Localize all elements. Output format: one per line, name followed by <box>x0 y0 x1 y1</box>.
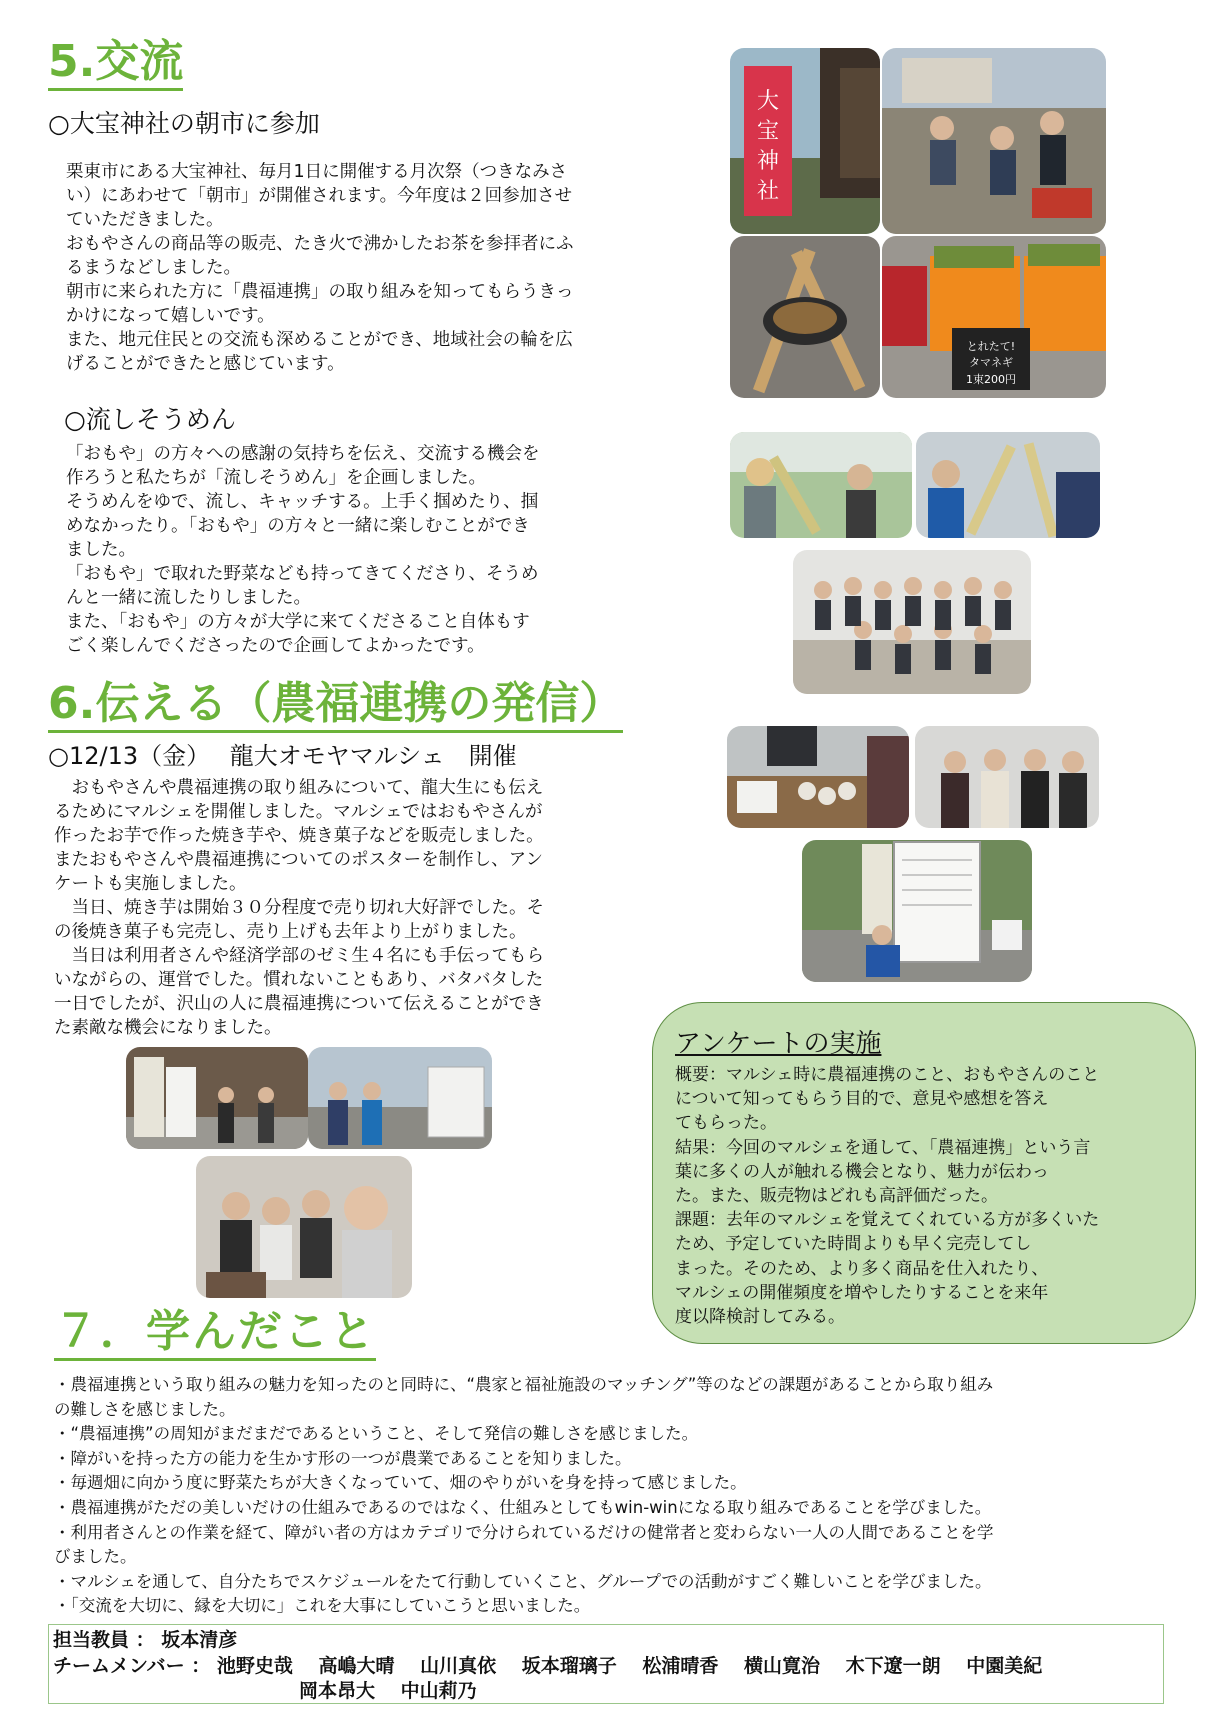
survey-line: た。また、販売物はどれも高評価だった。 <box>675 1186 998 1207</box>
somen-photo-1-icon <box>730 432 912 538</box>
somen-line: また、「おもや」の方々が大学に来てくださること自体もす <box>66 612 530 632</box>
survey-body <box>675 1063 1185 1329</box>
learning-line: ・利用者さんとの作業を経て、障がい者の方はカテゴリで分けられているだけの健常者と変わらない一人の人間であることを学 <box>54 1522 994 1542</box>
asaichi-line: 朝市に来られた方に「農福連携」の取り組みを知ってもらうきっ <box>66 282 574 302</box>
somen-line: 「おもや」の方々への感謝の気持ちを伝え、交流する機会を <box>66 444 540 464</box>
poster-board-photo-icon <box>802 840 1032 982</box>
marche-line: おもやさんや農福連携の取り組みについて、龍大生にも伝え <box>54 778 544 798</box>
students-selfie-photo-icon <box>196 1156 412 1298</box>
section5-title: 5.交流 <box>48 40 183 91</box>
survey-line: マルシェの開催頻度を増やしたりすることを来年 <box>675 1282 1049 1303</box>
somen-line: んと一緒に流したりしました。 <box>66 588 311 608</box>
svg-text:宝: 宝 <box>756 119 780 144</box>
survey-title: アンケートの実施 <box>675 1029 882 1059</box>
marche-line: またおもやさんや農福連携についてのポスターを制作し、アン <box>54 850 543 870</box>
survey-line: 度以降検討してみる。 <box>675 1307 845 1328</box>
vegetable-crates-photo-icon <box>882 236 1106 398</box>
staff-box <box>48 1624 1164 1704</box>
somen-line: ました。 <box>66 540 136 560</box>
marche-line: いながらの、運営でした。慣れないこともあり、バタバタした <box>54 970 544 990</box>
marche-line: 当日、焼き芋は開始３０分程度で売り切れ大好評でした。そ <box>54 898 544 918</box>
learning-line: の難しさを感じました。 <box>54 1399 236 1419</box>
campfire-photo-icon <box>730 236 880 398</box>
svg-text:とれたて!: とれたて! <box>966 340 1016 353</box>
survey-line: 概要：マルシェ時に農福連携のこと、おもやさんのこと <box>675 1065 1100 1085</box>
asaichi-line: ていただきました。 <box>66 210 224 230</box>
learning-line: ・農福連携がただの美しいだけの仕組みであるのではなく、仕組みとしてもwin-winになる取り組みであることを学びました。 <box>54 1497 992 1517</box>
survey-line: 結果：今回のマルシェを通して、「農福連携」という言 <box>675 1137 1091 1158</box>
marche-visitors-photo-icon <box>915 726 1099 828</box>
survey-box <box>652 1002 1196 1344</box>
asaichi-line: げることができたと感じています。 <box>66 354 345 374</box>
asaichi-heading: ○大宝神社の朝市に参加 <box>48 109 320 138</box>
survey-line: について知ってもらう目的で、意見や感想を答え <box>675 1089 1049 1110</box>
marche-line: 当日は利用者さんや経済学部のゼミ生４名にも手伝ってもら <box>54 946 544 966</box>
asaichi-line: かけになって嬉しいです。 <box>66 306 275 326</box>
somen-heading: ○流しそうめん <box>64 405 236 434</box>
svg-text:タマネギ: タマネギ <box>969 356 1013 369</box>
marche-table-photo-icon <box>727 726 909 828</box>
asaichi-line: い）にあわせて「朝市」が開催されます。今年度は２回参加させ <box>66 186 573 206</box>
marche-line: るためにマルシェを開催しました。マルシェではおもやさんが <box>54 802 543 822</box>
somen-line: 作ろうと私たちが「流しそうめん」を企画しました。 <box>66 468 486 488</box>
learning-line: ・マルシェを通して、自分たちでスケジュールをたて行動していくこと、グループでの活動がすごく難しいことを学びました。 <box>54 1571 992 1591</box>
learning-line: ・毎週畑に向かう度に野菜たちが大きくなっていて、畑のやりがいを身を持って感じました。 <box>54 1473 747 1493</box>
learning-line: ・農福連携という取り組みの魅力を知ったのと同時に、“農家と福祉施設のマッチング”等のなどの課題があることから取り組み <box>54 1375 994 1394</box>
somen-line: めなかったり。「おもや」の方々と一緒に楽しむことができ <box>66 516 530 536</box>
svg-text:社: 社 <box>756 179 780 204</box>
learning-line: ・“農福連携”の周知がまだまだであるということ、そして発信の難しさを感じました。 <box>54 1424 699 1444</box>
somen-line: ごく楽しんでくださったので企画してよかったです。 <box>66 636 485 656</box>
group-photo-icon <box>793 550 1031 694</box>
marche-heading: ○12/13（金） 龍大オモヤマルシェ 開催 <box>48 742 517 770</box>
shrine-banner-photo-icon <box>730 48 880 234</box>
survey-line: てもらった。 <box>675 1113 777 1134</box>
survey-line: 葉に多くの人が触れる機会となり、魅力が伝わっ <box>675 1161 1049 1182</box>
somen-line: 「おもや」で取れた野菜なども持ってきてくださり、そうめ <box>66 564 539 584</box>
survey-line: 課題：去年のマルシェを覚えてくれている方が多くいた <box>675 1210 1100 1231</box>
svg-text:神: 神 <box>756 149 780 174</box>
members-line-2: 岡本昂大 中山莉乃 <box>299 1680 477 1702</box>
survey-line: ため、予定していた時間よりも早く完売してし <box>675 1234 1032 1255</box>
marche-text <box>54 776 634 1040</box>
survey-line: まった。そのため、より多く商品を仕入れたり、 <box>675 1258 1049 1279</box>
marche-line: の後焼き菓子も完売し、売り上げも去年より上がりました。 <box>54 922 527 942</box>
somen-photo-2-icon <box>916 432 1100 538</box>
teacher-line: 担当教員 ： 坂本清彦 <box>53 1629 238 1651</box>
section7-title: ７．学んだこと <box>54 1310 376 1361</box>
members-line-1: チームメンバー ： 池野史哉 高嶋大晴 山川真依 坂本瑠璃子 松浦晴香 横山寛治 木下遼一朗 中園美紀 <box>53 1655 1043 1677</box>
marche-booth-photo-icon <box>126 1047 308 1149</box>
market-people-photo-icon <box>882 48 1106 234</box>
learning-list <box>54 1373 1204 1619</box>
asaichi-line: おもやさんの商品等の販売、たき火で沸かしたお茶を参拝者にふ <box>66 234 574 254</box>
section6-title: 6.伝える（農福連携の発信） <box>48 682 623 733</box>
learning-line: びました。 <box>54 1547 137 1567</box>
svg-text:大: 大 <box>756 89 780 114</box>
asaichi-line: また、地元住民との交流も深めることができ、地域社会の輪を広 <box>66 330 573 350</box>
marche-line: 一日でしたが、沢山の人に農福連携について伝えることができ <box>54 994 544 1014</box>
marche-line: 作ったお芋で作った焼き芋や、焼き菓子などを販売しました。 <box>54 826 544 846</box>
asaichi-line: るまうなどしました。 <box>66 258 241 278</box>
marche-line: た素敵な機会になりました。 <box>54 1018 282 1038</box>
somen-line: そうめんをゆで、流し、キャッチする。上手く掴めたり、掴 <box>66 492 539 512</box>
asaichi-line: 栗東市にある大宝神社、毎月1日に開催する月次祭（つきなみさ <box>66 162 568 182</box>
marche-line: ケートも実施しました。 <box>54 874 247 894</box>
svg-text:1束200円: 1束200円 <box>966 373 1016 386</box>
learning-line: ・障がいを持った方の能力を生かす形の一つが農業であることを知りました。 <box>54 1448 632 1468</box>
learning-line: ・「交流を大切に、縁を大切に」これを大事にしていこうと思いました。 <box>54 1596 591 1616</box>
somen-text <box>66 442 666 658</box>
asaichi-text <box>66 160 666 376</box>
marche-crowd-photo-icon <box>308 1047 492 1149</box>
